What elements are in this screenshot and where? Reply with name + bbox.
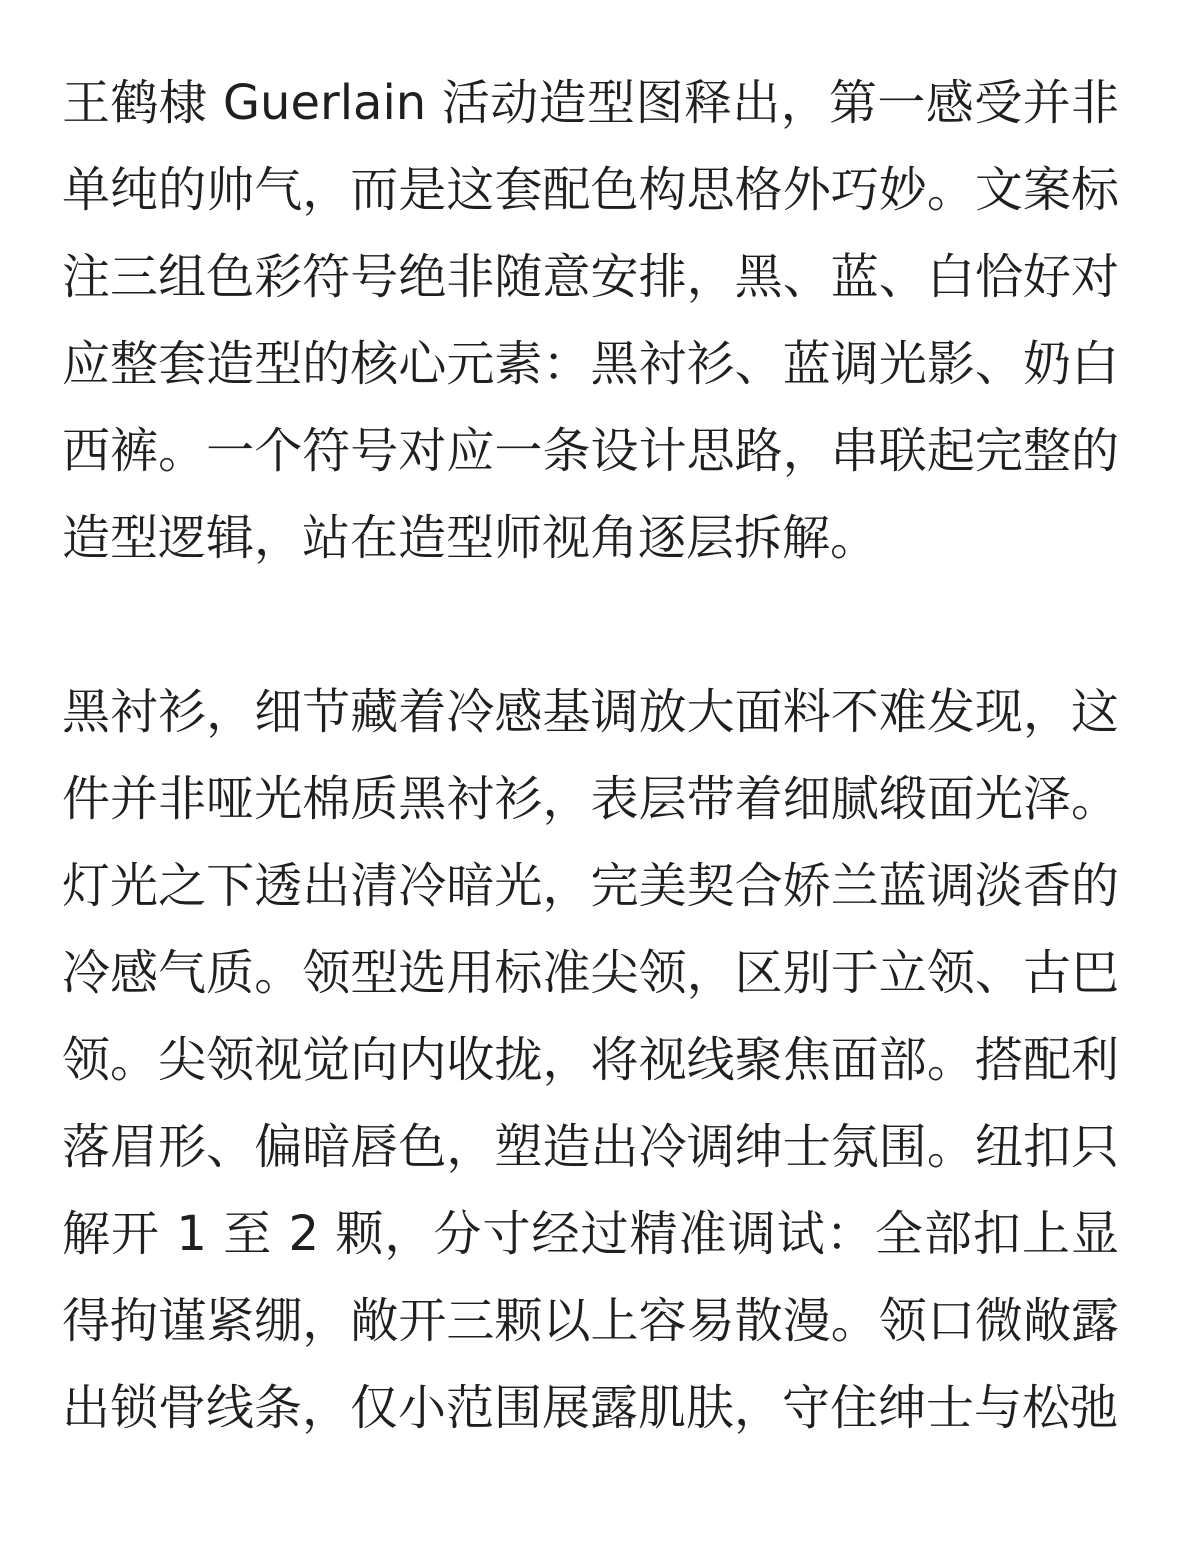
article-paragraph-black-shirt: 黑衬衫，细节藏着冷感基调放大面料不难发现，这件并非哑光棉质黑衬衫，表层带着细腻缎面光泽。灯光之下透出清冷暗光，完美契合娇兰蓝调淡香的冷感气质。领型选用标准尖领，区别于立领、古巴领。尖领视觉向内收拢，将视线聚焦面部。搭配利落眉形、偏暗唇色，塑造出冷调绅士氛围。纽扣只解开 1 至 2 颗，分寸经过精准调试：全部扣上显得拘谨紧绷，敞开三颗以上容易散漫。领口微敞露出锁骨线条，仅小范围展露肌肤，守住绅士与松弛 — [62, 684, 1119, 1436]
article-paragraph-intro: 王鹤棣 Guerlain 活动造型图释出，第一感受并非单纯的帅气，而是这套配色构思格外巧妙。文案标注三组色彩符号绝非随意安排，黑、蓝、白恰好对应整套造型的核心元素：黑衬衫、蓝调光影、奶白西裤。一个符号对应一条设计思路，串联起完整的造型逻辑，站在造型师视角逐层拆解。 — [62, 75, 1119, 566]
article-body — [62, 60, 1119, 1452]
